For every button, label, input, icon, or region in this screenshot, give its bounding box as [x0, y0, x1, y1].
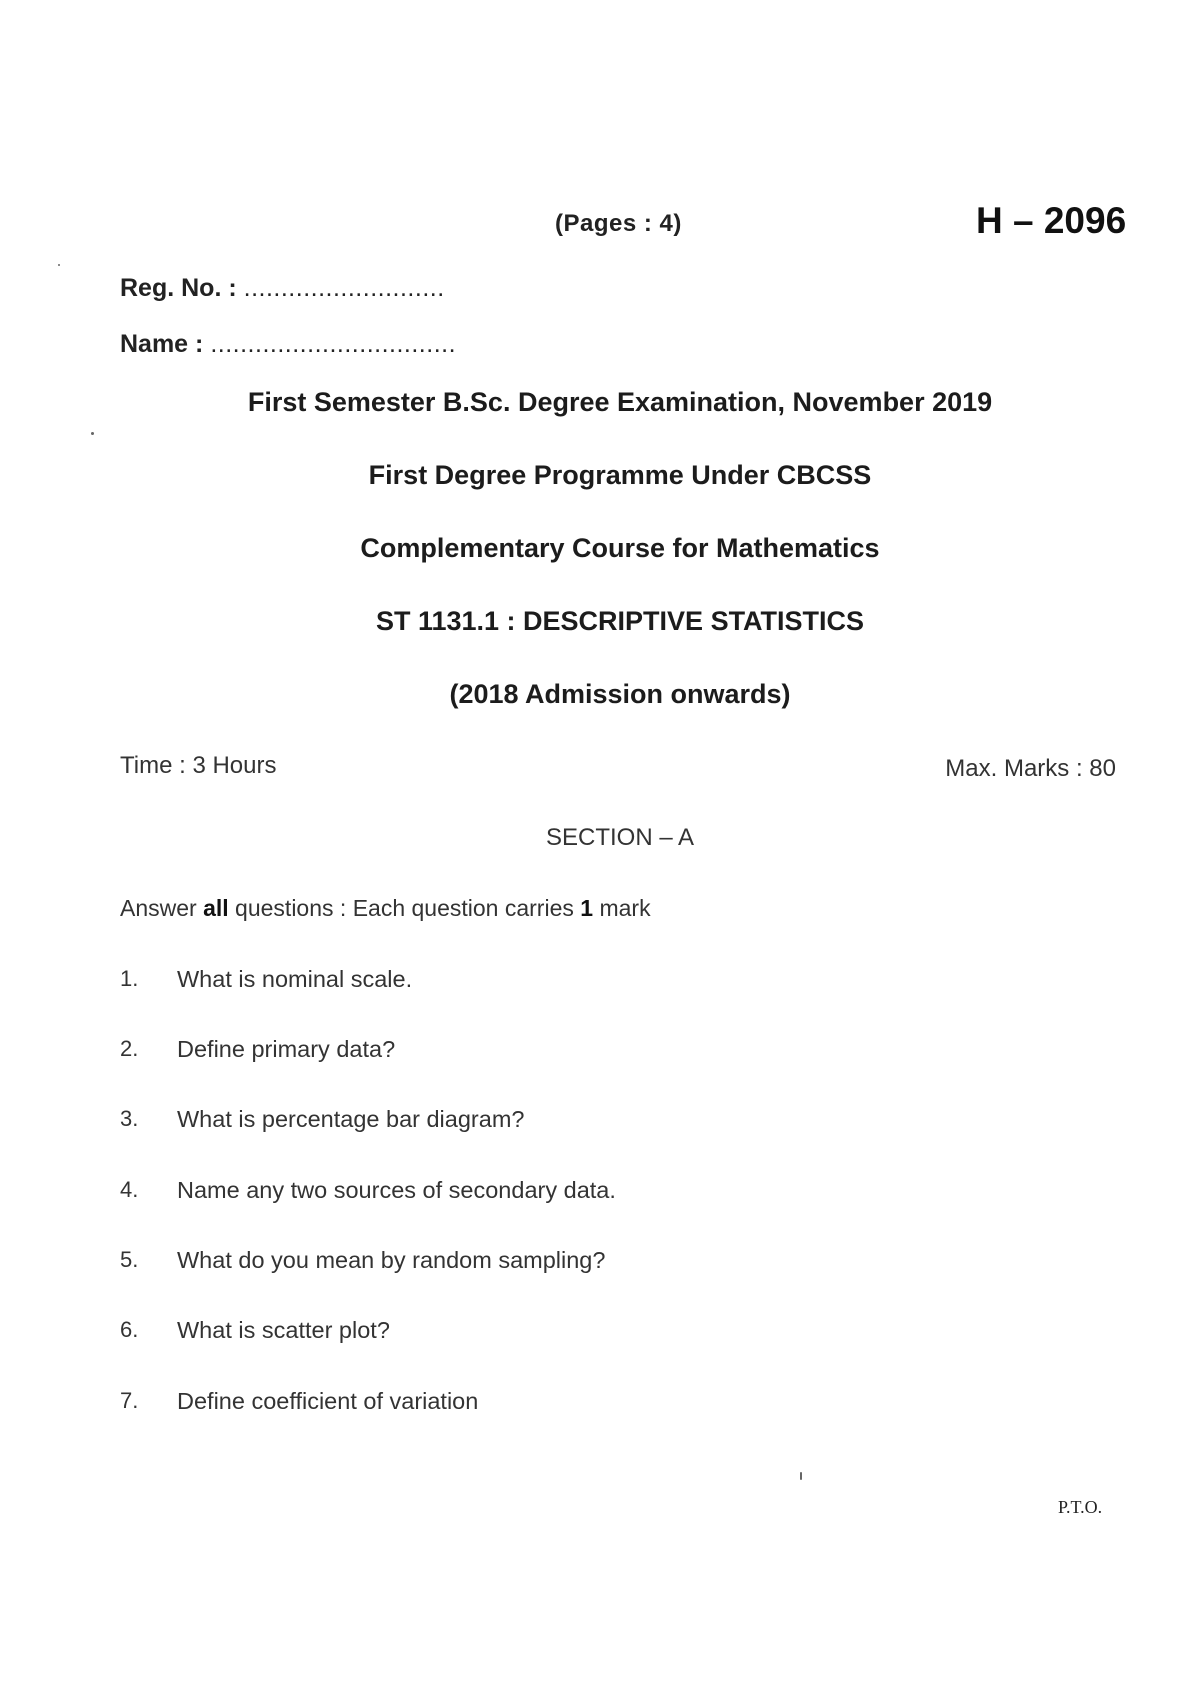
- question-text: Define primary data?: [177, 1036, 396, 1062]
- question-number: 7.: [120, 1388, 139, 1413]
- reg-no-label: Reg. No. :: [120, 274, 237, 302]
- question-text: What is percentage bar diagram?: [177, 1106, 525, 1132]
- question-text: What is nominal scale.: [177, 966, 413, 992]
- admission-note: (2018 Admission onwards): [449, 679, 791, 709]
- page-count: (Pages : 4): [555, 210, 682, 237]
- please-turn-over: P.T.O.: [1058, 1497, 1103, 1517]
- reg-no-blank: ...........................: [243, 274, 445, 302]
- question-text: Define coefficient of variation: [177, 1388, 479, 1414]
- question-number: 2.: [120, 1036, 139, 1061]
- question-number: 5.: [120, 1247, 139, 1272]
- name-field: [120, 330, 456, 359]
- section-title: SECTION – A: [545, 824, 695, 851]
- scan-speck: [91, 432, 94, 435]
- question-text: What do you mean by random sampling?: [177, 1247, 606, 1273]
- question-number: 6.: [120, 1317, 139, 1342]
- instr-bold-all: all: [203, 895, 229, 921]
- time-allowed: Time : 3 Hours: [120, 752, 277, 779]
- programme-title: First Degree Programme Under CBCSS: [368, 460, 872, 490]
- exam-title: First Semester B.Sc. Degree Examination, November 2019: [247, 387, 993, 417]
- question-number: 3.: [120, 1106, 139, 1131]
- name-label: Name :: [120, 330, 204, 358]
- paper-code: H – 2096: [976, 200, 1127, 241]
- section-instructions: [120, 895, 651, 922]
- question-number: 1.: [120, 966, 139, 991]
- course-title: Complementary Course for Mathematics: [360, 533, 880, 563]
- question-number: 4.: [120, 1177, 139, 1202]
- instr-bold-mark: 1: [580, 895, 594, 921]
- name-blank: .................................: [210, 330, 457, 358]
- instr-post: mark: [593, 895, 651, 921]
- scan-speck: [800, 1472, 802, 1480]
- reg-no-field: [120, 274, 445, 303]
- question-text: What is scatter plot?: [177, 1317, 390, 1343]
- scan-speck: [58, 264, 60, 266]
- max-marks: Max. Marks : 80: [945, 755, 1116, 782]
- question-text: Name any two sources of secondary data.: [177, 1177, 616, 1203]
- instr-pre: Answer: [120, 895, 204, 921]
- paper-title: ST 1131.1 : DESCRIPTIVE STATISTICS: [375, 606, 865, 636]
- instr-mid: questions : Each question carries: [228, 895, 581, 921]
